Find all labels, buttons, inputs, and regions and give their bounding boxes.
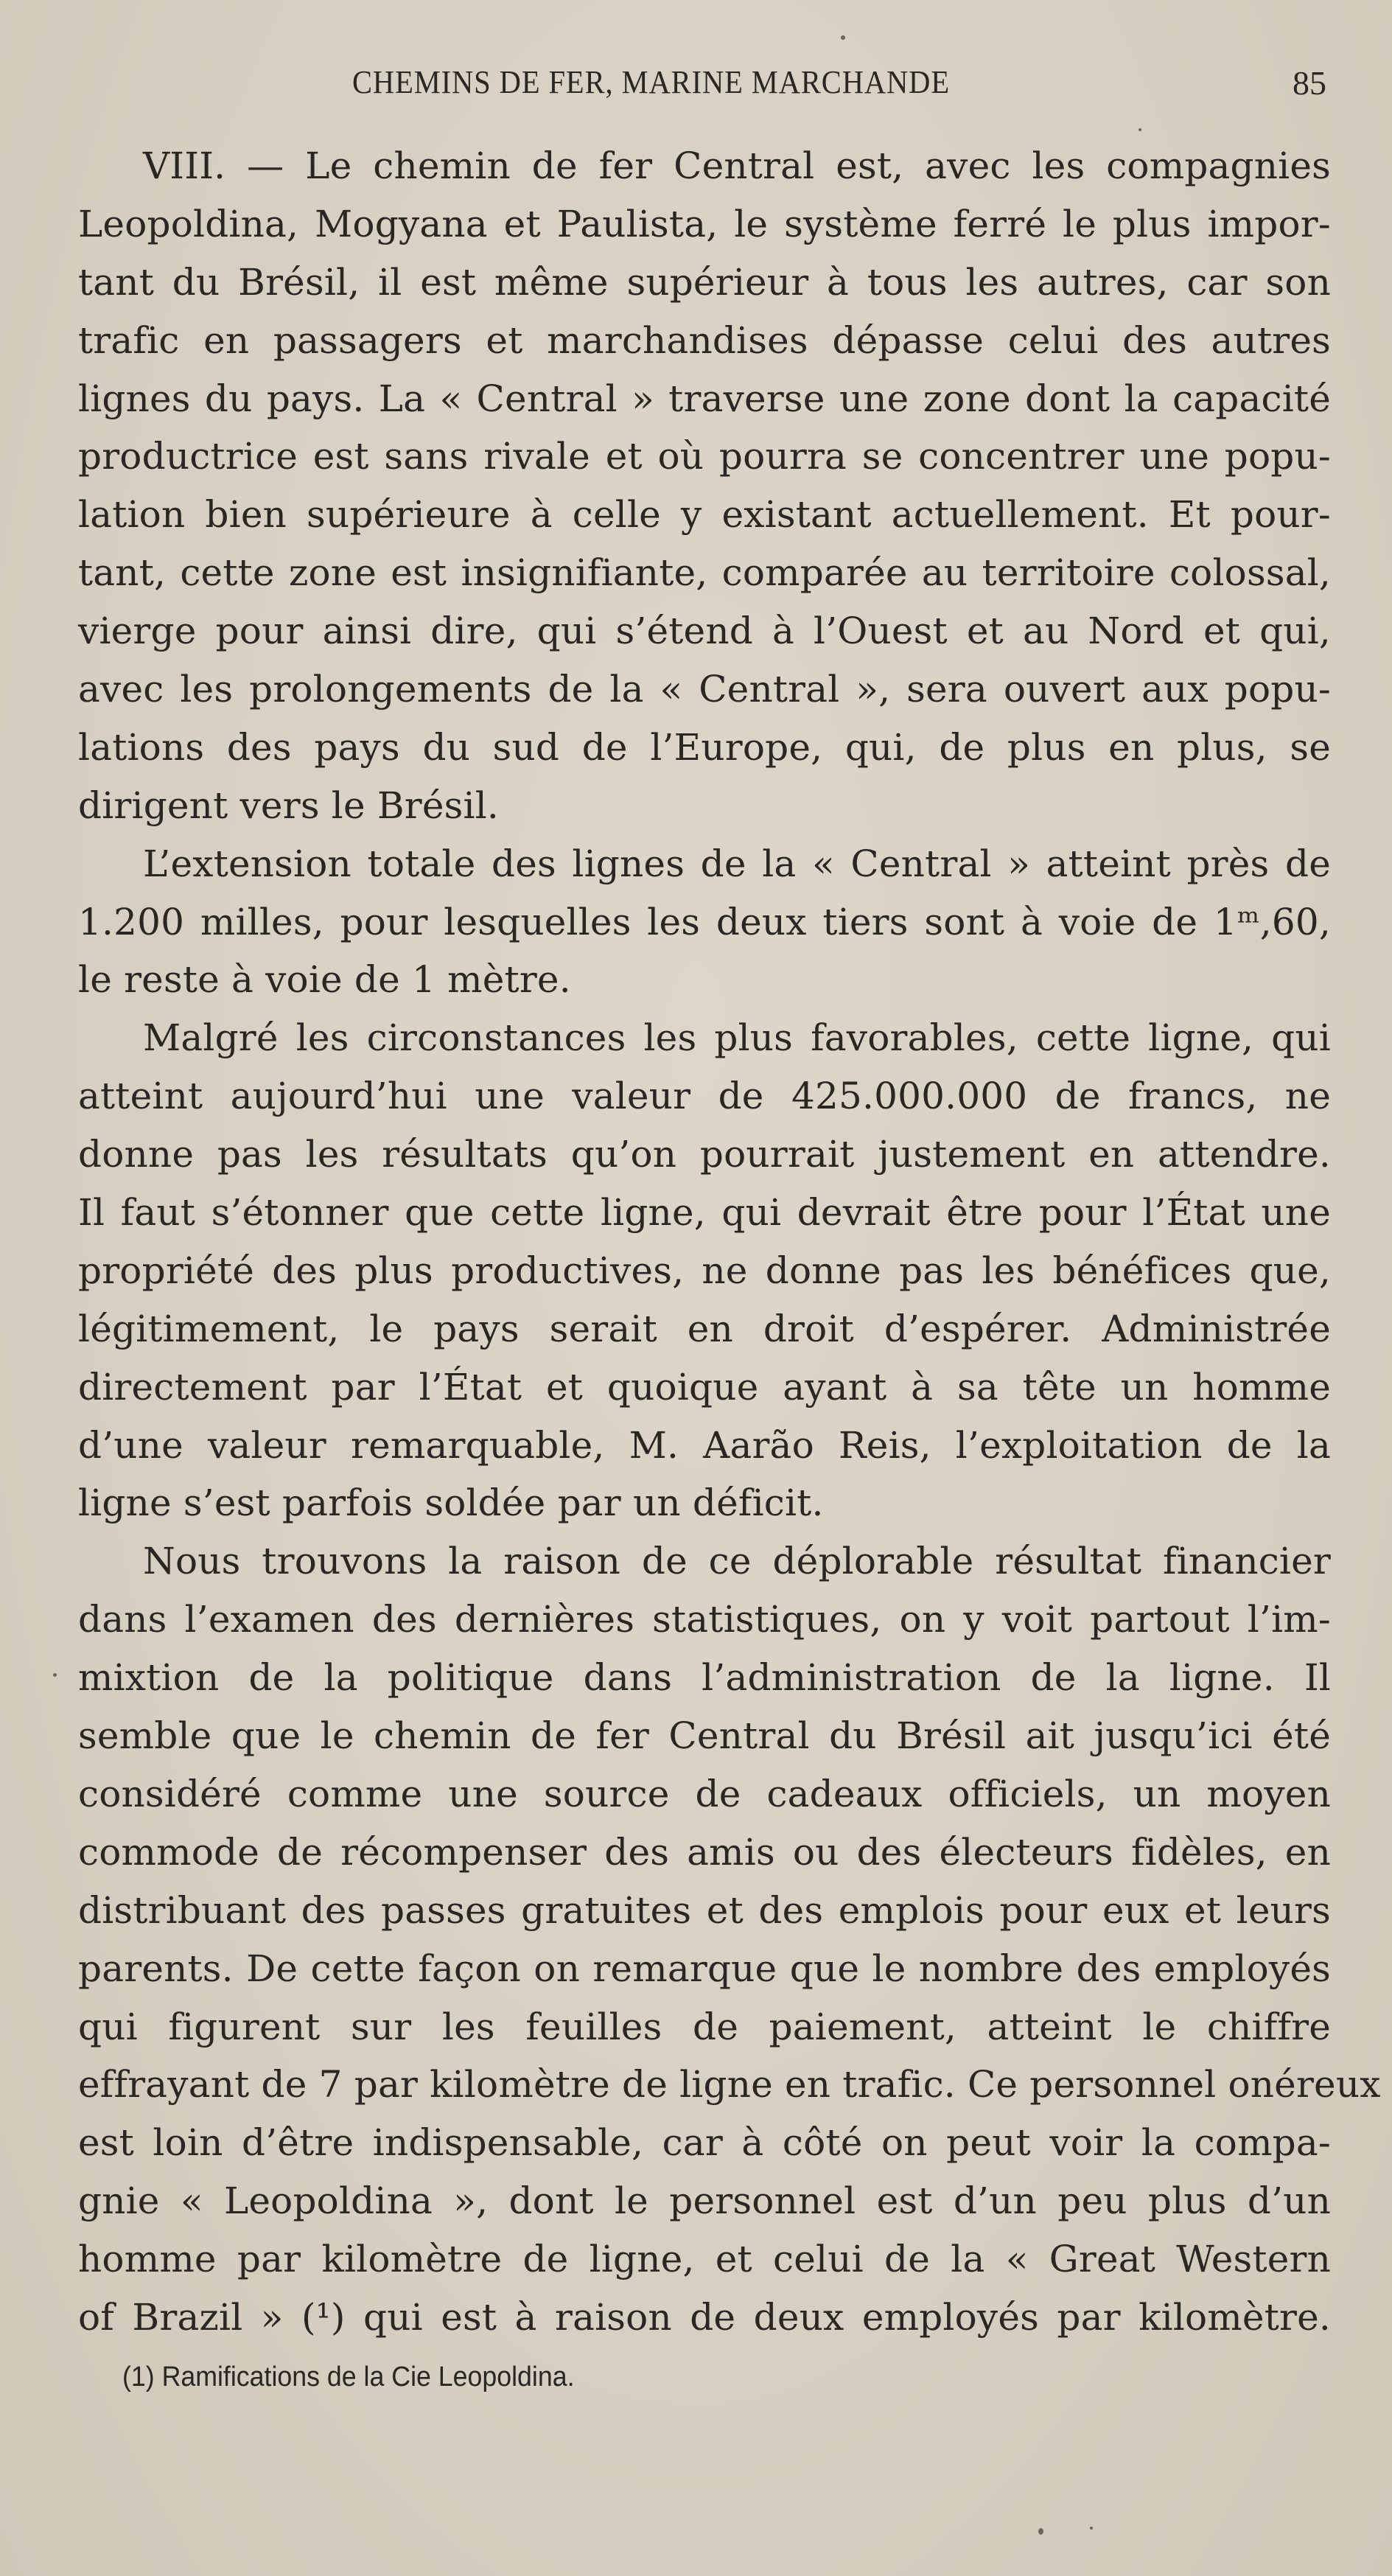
text-line: ligne s’est parfois soldée par un déficit. xyxy=(78,1481,824,1525)
print-speck xyxy=(53,1673,57,1677)
text-line: le reste à voie de 1 mètre. xyxy=(78,958,571,1002)
text-line: dirigent vers le Brésil. xyxy=(78,783,500,827)
text-line: considéré comme une source de cadeaux officiels, un moyen xyxy=(78,1772,1331,1815)
print-speck xyxy=(1139,128,1141,131)
text-line: Leopoldina, Mogyana et Paulista, le système ferré le plus impor- xyxy=(78,202,1331,245)
text-line: directement par l’État et quoique ayant à sa tête un homme xyxy=(78,1365,1331,1409)
print-speck xyxy=(1090,2527,1093,2530)
text-line: lation bien supérieure à celle y existant actuellement. Et pour- xyxy=(78,493,1331,537)
text-line: semble que le chemin de fer Central du Brésil ait jusqu’ici été xyxy=(78,1714,1331,1758)
text-line: mixtion de la politique dans l’administration de la ligne. Il xyxy=(78,1656,1331,1700)
text-line: légitimement, le pays serait en droit d’espérer. Administrée xyxy=(78,1307,1331,1350)
page-number: 85 xyxy=(1293,64,1326,102)
text-line: trafic en passagers et marchandises dépasse celui des autres xyxy=(78,318,1331,362)
text-line: effrayant de 7 par kilomètre de ligne en trafic. Ce personnel onéreux xyxy=(78,2063,1381,2106)
text-line: tant, cette zone est insignifiante, comparée au territoire colossal, xyxy=(78,551,1331,595)
text-line: dans l’examen des dernières statistiques, on y voit partout l’im- xyxy=(78,1598,1331,1641)
text-line: lignes du pays. La « Central » traverse une zone dont la capacité xyxy=(78,377,1331,420)
text-line: parents. De cette façon on remarque que le nombre des employés xyxy=(78,1947,1331,1990)
text-line: Nous trouvons la raison de ce déplorable résultat financier xyxy=(143,1540,1331,1583)
text-line: L’extension totale des lignes de la « Central » atteint près de xyxy=(143,842,1331,885)
text-line: homme par kilomètre de ligne, et celui de la « Great Western xyxy=(78,2238,1331,2281)
text-line: Malgré les circonstances les plus favorables, cette ligne, qui xyxy=(143,1016,1331,1060)
print-speck xyxy=(1038,2528,1043,2535)
text-line: commode de récompenser des amis ou des électeurs fidèles, en xyxy=(78,1830,1331,1874)
text-line: avec les prolongements de la « Central », sera ouvert aux popu- xyxy=(78,668,1331,711)
text-line: of Brazil » (¹) qui est à raison de deux employés par kilomètre. xyxy=(78,2295,1331,2339)
text-line: productrice est sans rivale et où pourra se concentrer une popu- xyxy=(78,435,1331,478)
text-line: Il faut s’étonner que cette ligne, qui devrait être pour l’État une xyxy=(78,1191,1331,1235)
text-line: tant du Brésil, il est même supérieur à tous les autres, car son xyxy=(78,260,1331,304)
text-line: donne pas les résultats qu’on pourrait justement en attendre. xyxy=(78,1133,1331,1176)
print-speck xyxy=(841,35,845,40)
text-line: d’une valeur remarquable, M. Aarão Reis, l’exploitation de la xyxy=(78,1423,1331,1467)
text-line: vierge pour ainsi dire, qui s’étend à l’Ouest et au Nord et qui, xyxy=(78,610,1331,653)
text-line: propriété des plus productives, ne donne pas les bénéfices que, xyxy=(78,1249,1331,1292)
text-line: VIII. — Le chemin de fer Central est, avec les compagnies xyxy=(143,144,1331,187)
text-line: atteint aujourd’hui une valeur de 425.000.000 de francs, ne xyxy=(78,1075,1331,1118)
body-text xyxy=(78,137,1381,2347)
running-head xyxy=(0,63,1392,108)
text-line: qui figurent sur les feuilles de paiement, atteint le chiffre xyxy=(78,2005,1331,2048)
text-line: gnie « Leopoldina », dont le personnel est d’un peu plus d’un xyxy=(78,2179,1331,2223)
footnote: (1) Ramifications de la Cie Leopoldina. xyxy=(122,2362,575,2392)
text-line: 1.200 milles, pour lesquelles les deux tiers sont à voie de 1ᵐ,60, xyxy=(78,900,1331,943)
text-line: lations des pays du sud de l’Europe, qui, de plus en plus, se xyxy=(78,725,1331,769)
running-head-title: CHEMINS DE FER, MARINE MARCHANDE xyxy=(352,64,950,100)
text-line: est loin d’être indispensable, car à côté on peut voir la compa- xyxy=(78,2121,1331,2165)
text-line: distribuant des passes gratuites et des emplois pour eux et leurs xyxy=(78,1888,1331,1932)
